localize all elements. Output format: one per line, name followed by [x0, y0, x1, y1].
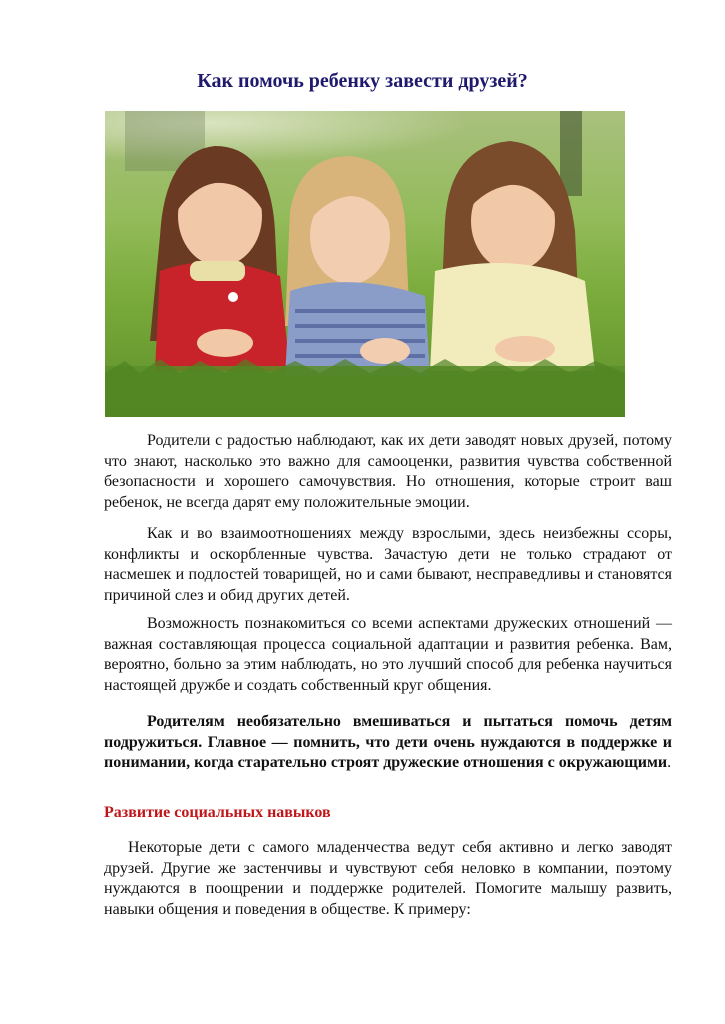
paragraph-4-end: .: [667, 754, 672, 771]
paragraph-5-text: Некоторые дети с самого младенчества ведут себя активно и легко заводят друзей. Другие же застенчивы и чувствуют себя неловко в компании, поэтому нуждаются в поощрении и поддержке родителей. Помогите малышу развить, навыки общения и поведения в обществе. К примеру:: [104, 839, 672, 918]
paragraph-4-bold-text: Родителям необязательно вмешиваться и пытаться помочь детям подружиться. Главное — помнить, что дети очень нуждаются в поддержке и понимании, когда старательно строят дружеские отношения с окружающими: [104, 713, 672, 771]
page-title: Как помочь ребенку завести друзей?: [197, 70, 528, 92]
paragraph-3: [104, 614, 672, 696]
paragraph-2: [104, 524, 672, 606]
paragraph-4: [104, 712, 672, 774]
paragraph-1: [104, 431, 672, 513]
paragraph-1-text: Родители с радостью наблюдают, как их дети заводят новых друзей, потому что знают, насколько это важно для самооценки, развития чувства собственной безопасности и хорошего самочувствия. Но отношения, которые строит ваш ребенок, не всегда дарят ему положительные эмоции.: [104, 432, 672, 511]
paragraph-2-text: Как и во взаимоотношениях между взрослыми, здесь неизбежны ссоры, конфликты и оскорбленные чувства. Зачастую дети не только страдают от насмешек и подлостей товарищей, но и сами бывают, несправедливы и становятся причиной слез и обид других детей.: [104, 525, 672, 604]
section-heading: Развитие социальных навыков: [104, 804, 331, 821]
paragraph-3-text: Возможность познакомиться со всеми аспектами дружеских отношений — важная составляющая процесса социальной адаптации и развития ребенка. Вам, вероятно, больно за этим наблюдать, но это лучший способ для ребенка научиться настоящей дружбе и создать собственный круг общения.: [104, 615, 672, 694]
children-photo: [105, 111, 625, 417]
paragraph-5: [104, 838, 672, 920]
